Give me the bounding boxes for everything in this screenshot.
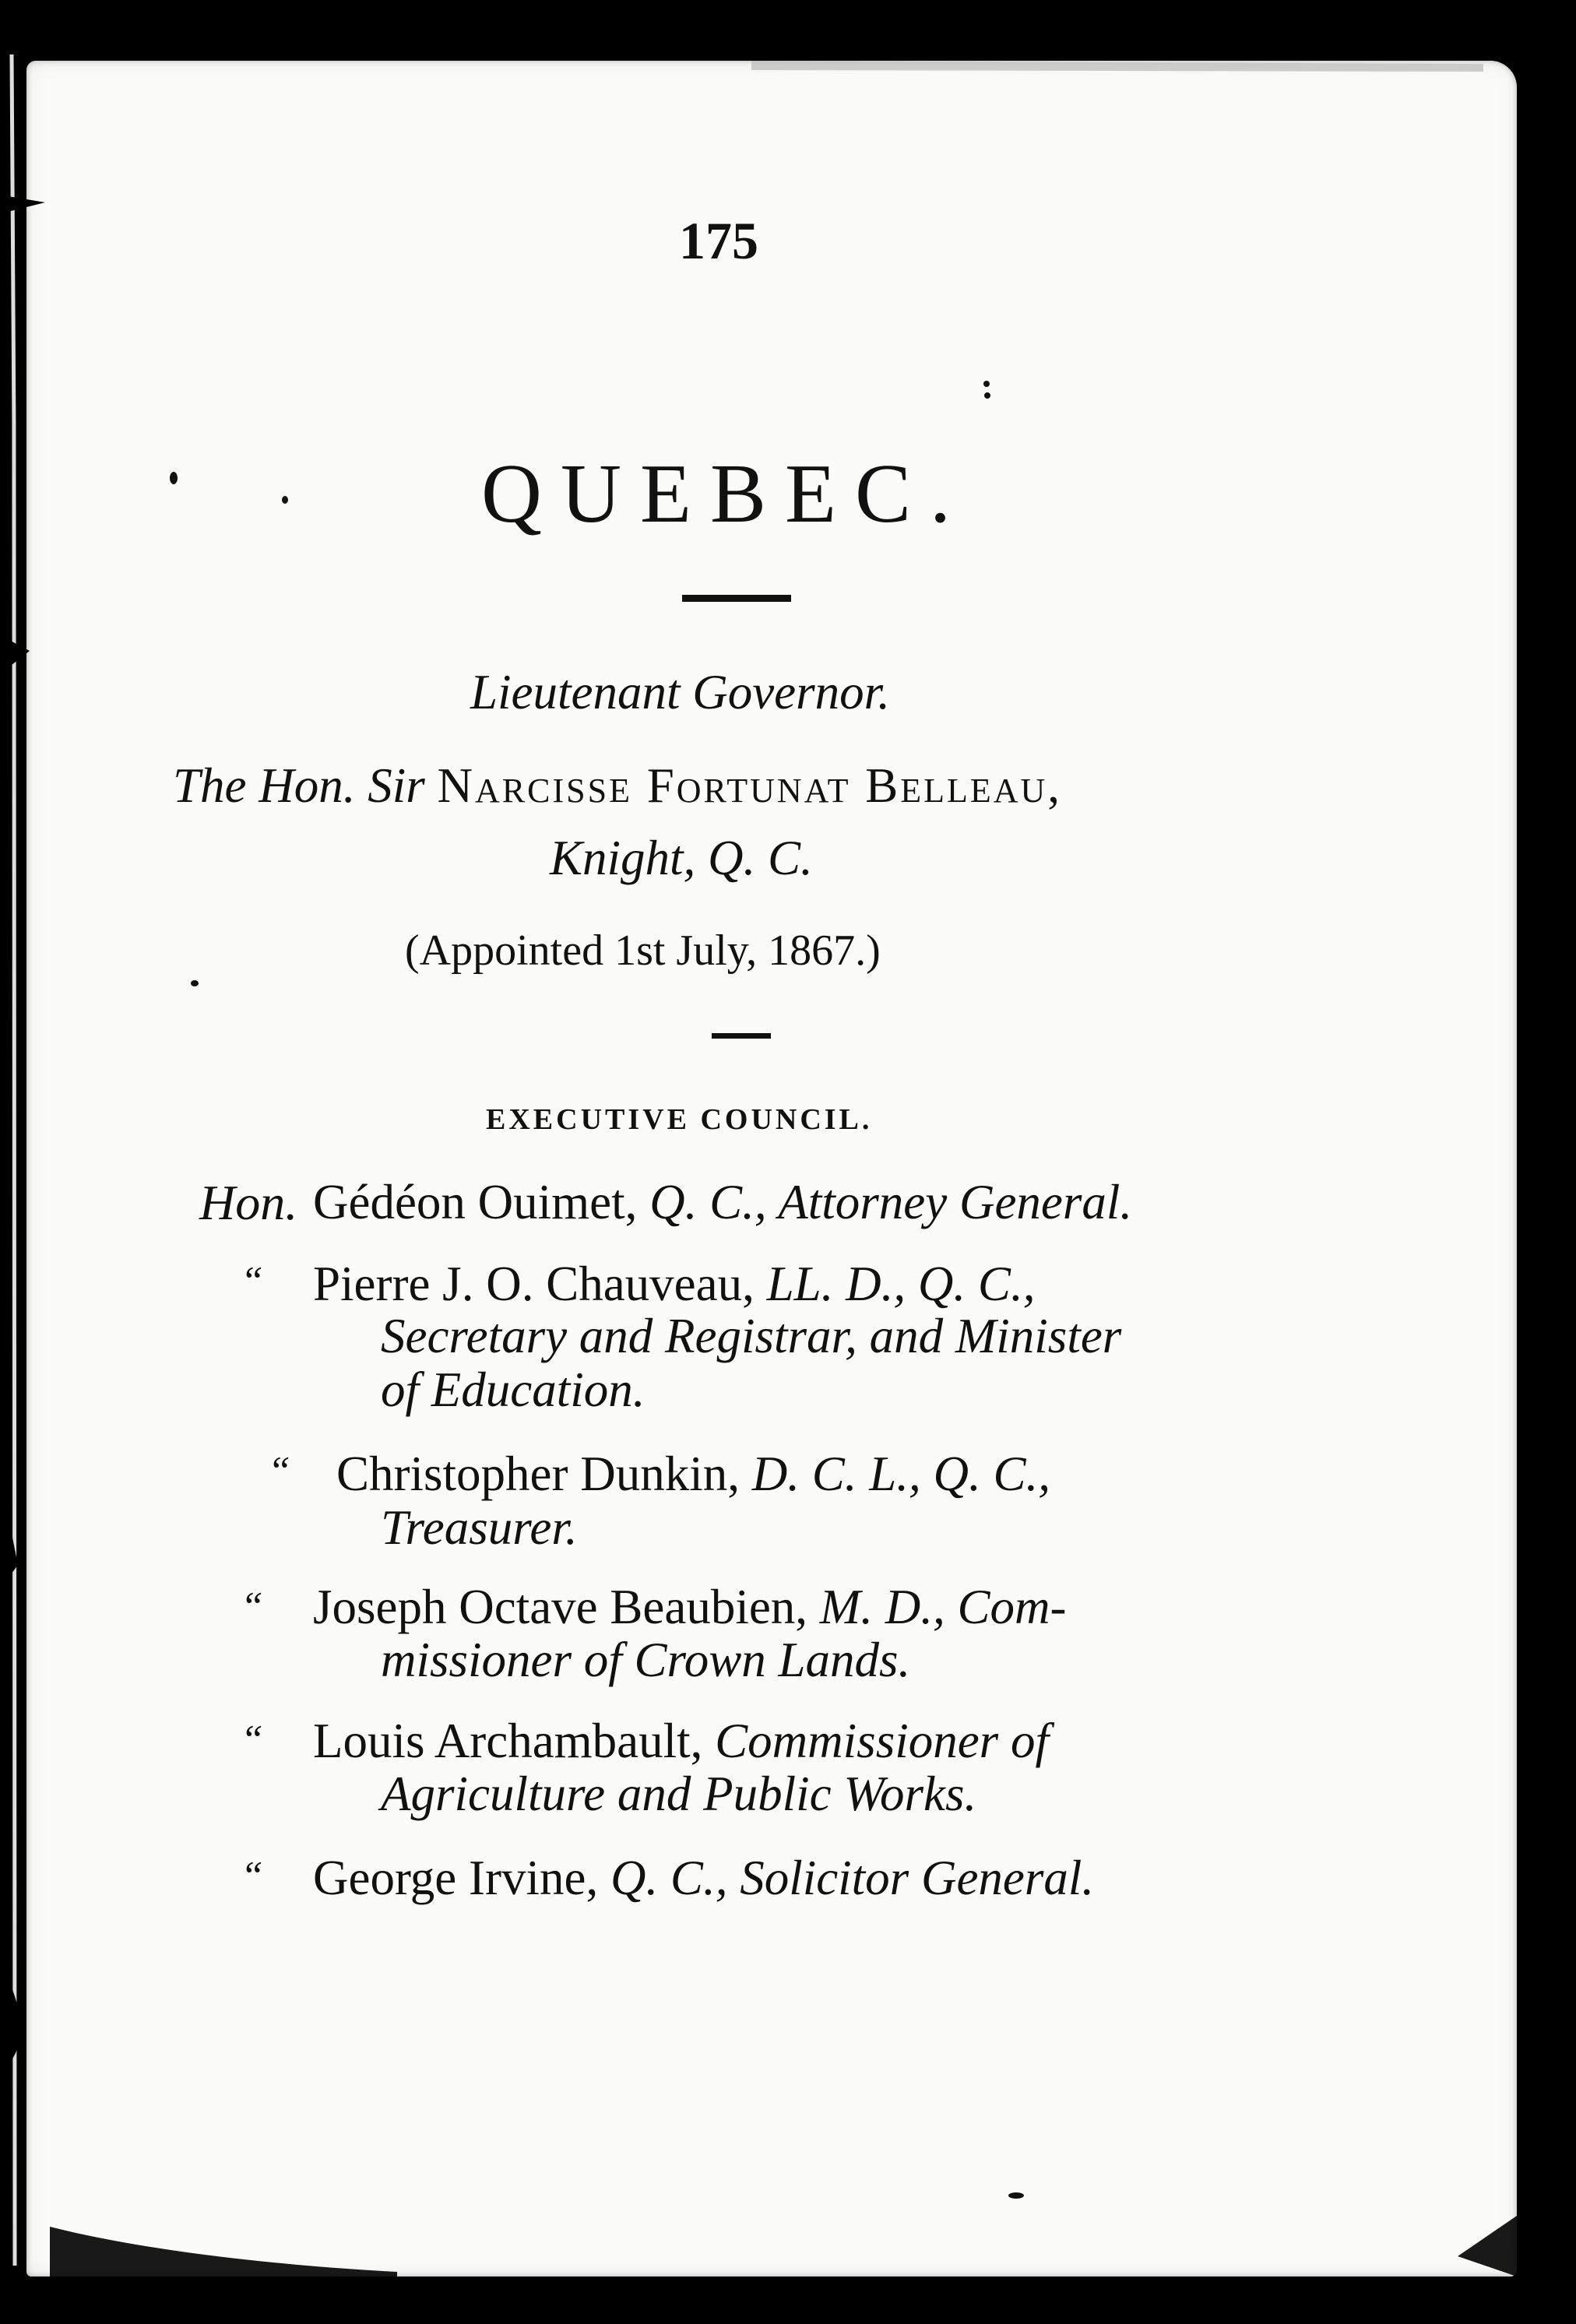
executive-council-heading: EXECUTIVE COUNCIL. (486, 1103, 873, 1136)
page-title: QUEBEC. (481, 448, 969, 540)
lieutenant-prefix: The Hon. Sir (173, 758, 425, 813)
member-6-name: George Irvine, (313, 1851, 599, 1905)
member-5-details-line-2: Agriculture and Public Works. (381, 1767, 977, 1821)
member-4-details-line-2: missioner of Crown Lands. (381, 1633, 911, 1687)
member-2-details-line-2: Secretary and Registrar, and Minister (381, 1309, 1122, 1363)
left-dark-mark (9, 1984, 20, 2063)
lieutenant-heading: Lieutenant Governor. (470, 665, 890, 719)
section-rule (712, 1033, 771, 1039)
bottom-scan-border (0, 2277, 1576, 2324)
member-5-details: Commissioner of (715, 1714, 1049, 1768)
member-2-details: LL. D., Q. C., (766, 1257, 1036, 1311)
executive-member-4 (313, 1579, 1067, 1636)
lieutenant-line (173, 758, 1062, 814)
ditto-mark-5: “ (241, 1854, 263, 1898)
ditto-mark-2: “ (268, 1449, 290, 1493)
executive-member-1 (313, 1174, 1132, 1231)
ditto-mark-3: “ (241, 1584, 263, 1629)
member-3-details: D. C. L., Q. C., (751, 1447, 1051, 1501)
lieutenant-name: Narcisse Fortunat Belleau, (437, 758, 1063, 813)
member-4-name: Joseph Octave Beaubien, (313, 1580, 808, 1634)
member-3-details-line-2: Treasurer. (381, 1500, 578, 1555)
executive-member-2 (313, 1256, 1035, 1313)
left-scan-border (0, 0, 26, 2324)
top-scan-border (0, 0, 1576, 48)
member-1-details: Q. C., Attorney General. (649, 1175, 1133, 1229)
executive-member-3 (336, 1446, 1050, 1503)
ditto-mark-1: “ (241, 1259, 263, 1303)
member-4-details: M. D., Com- (819, 1580, 1067, 1634)
title-rule (682, 595, 791, 602)
ditto-mark-4: “ (241, 1718, 263, 1762)
member-2-details-line-3: of Education. (381, 1362, 646, 1417)
member-2-name: Pierre J. O. Chauveau, (313, 1257, 755, 1311)
scanned-page (26, 61, 1517, 2277)
executive-member-6 (313, 1850, 1094, 1907)
lieutenant-honours: Knight, Q. C. (550, 831, 813, 885)
lieutenant-appointment: (Appointed 1st July, 1867.) (405, 926, 881, 975)
member-3-name: Christopher Dunkin, (336, 1447, 740, 1501)
member-1-name: Gédéon Ouimet, (313, 1175, 638, 1229)
executive-member-5 (313, 1713, 1049, 1770)
left-edge-line (12, 54, 16, 2266)
member-6-details: Q. C., Solicitor General. (610, 1851, 1095, 1905)
member-5-name: Louis Archambault, (313, 1714, 703, 1768)
right-scan-border (1517, 0, 1576, 2324)
executive-council-prefix: Hon. (199, 1175, 298, 1230)
page-number: 175 (679, 211, 758, 270)
left-small-mark (9, 1522, 18, 1577)
